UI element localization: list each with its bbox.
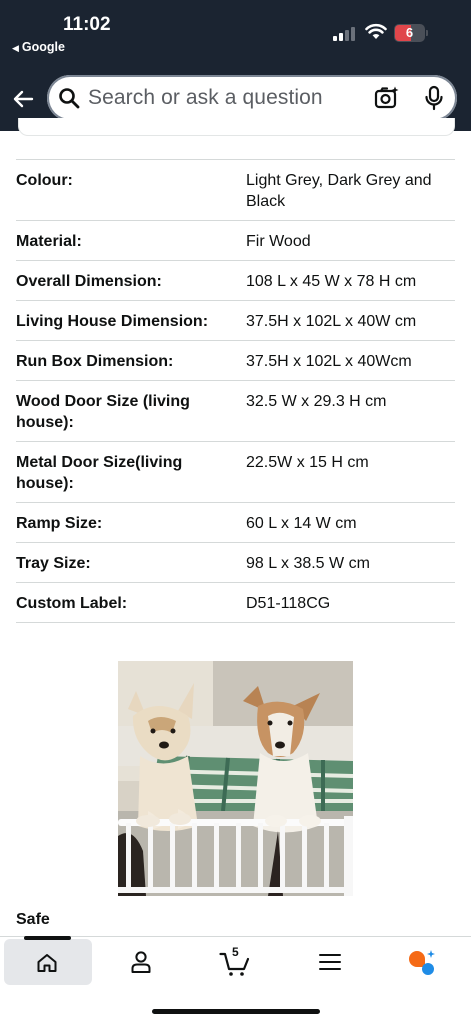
spec-value: 108 L x 45 W x 78 H cm bbox=[246, 273, 417, 290]
spec-label: Tray Size: bbox=[16, 555, 91, 572]
status-time: 11:02 bbox=[63, 14, 111, 35]
previous-card-edge bbox=[18, 118, 455, 136]
spec-label: Metal Door Size(living house): bbox=[16, 454, 183, 492]
rufus-icon[interactable] bbox=[407, 949, 437, 977]
search-bar[interactable] bbox=[47, 75, 457, 121]
spec-value: 37.5H x 102L x 40W cm bbox=[246, 313, 417, 330]
spec-label: Living House Dimension: bbox=[16, 313, 209, 330]
search-icon bbox=[57, 86, 81, 110]
spec-value: Fir Wood bbox=[246, 233, 311, 250]
spec-label: Wood Door Size (living house): bbox=[16, 393, 190, 431]
spec-row bbox=[16, 341, 455, 381]
back-to-app-link[interactable] bbox=[12, 40, 65, 54]
spec-row bbox=[16, 160, 455, 221]
spec-label: Run Box Dimension: bbox=[16, 353, 174, 370]
spec-row bbox=[16, 583, 455, 623]
spec-value: 22.5W x 15 H cm bbox=[246, 454, 369, 471]
spec-row bbox=[16, 261, 455, 301]
microphone-icon[interactable] bbox=[423, 85, 445, 111]
active-tab-indicator bbox=[24, 936, 71, 940]
spec-value: 37.5H x 102L x 40Wcm bbox=[246, 353, 412, 370]
spec-row bbox=[16, 301, 455, 341]
spec-row bbox=[16, 221, 455, 261]
product-image[interactable] bbox=[118, 661, 353, 896]
top-header bbox=[0, 0, 471, 131]
dogs-at-gate-illustration bbox=[118, 661, 353, 896]
back-app-label: Google bbox=[21, 40, 65, 54]
spec-label: Material: bbox=[16, 233, 82, 250]
spec-row bbox=[16, 503, 455, 543]
spec-value: 32.5 W x 29.3 H cm bbox=[246, 393, 387, 410]
spec-label: Ramp Size: bbox=[16, 515, 103, 532]
account-icon[interactable] bbox=[130, 950, 152, 974]
back-triangle-icon: ◀ bbox=[12, 43, 19, 53]
battery-level: 6 bbox=[405, 25, 414, 40]
spec-value: D51-118CG bbox=[246, 595, 331, 612]
wifi-icon bbox=[365, 23, 387, 40]
camera-search-icon[interactable] bbox=[374, 85, 400, 111]
spec-row bbox=[16, 442, 455, 503]
spec-row bbox=[16, 381, 455, 442]
section-heading: Safe bbox=[16, 911, 50, 928]
home-icon[interactable] bbox=[36, 952, 58, 974]
spec-label: Colour: bbox=[16, 172, 73, 189]
search-input[interactable]: Search or ask a question bbox=[88, 86, 323, 109]
cart-count-badge: 5 bbox=[232, 945, 239, 959]
spec-label: Custom Label: bbox=[16, 595, 128, 612]
home-indicator-bar bbox=[152, 1009, 320, 1014]
spec-row bbox=[16, 543, 455, 583]
back-arrow-icon[interactable] bbox=[11, 87, 35, 111]
spec-value: 98 L x 38.5 W cm bbox=[246, 555, 370, 572]
menu-icon[interactable] bbox=[319, 953, 341, 971]
spec-value: 60 L x 14 W cm bbox=[246, 515, 357, 532]
product-specs-table bbox=[16, 159, 455, 623]
cellular-signal-icon bbox=[333, 27, 357, 41]
battery-icon bbox=[394, 24, 428, 42]
spec-label: Overall Dimension: bbox=[16, 273, 162, 290]
spec-value: Light Grey, Dark Grey and Black bbox=[246, 172, 432, 210]
